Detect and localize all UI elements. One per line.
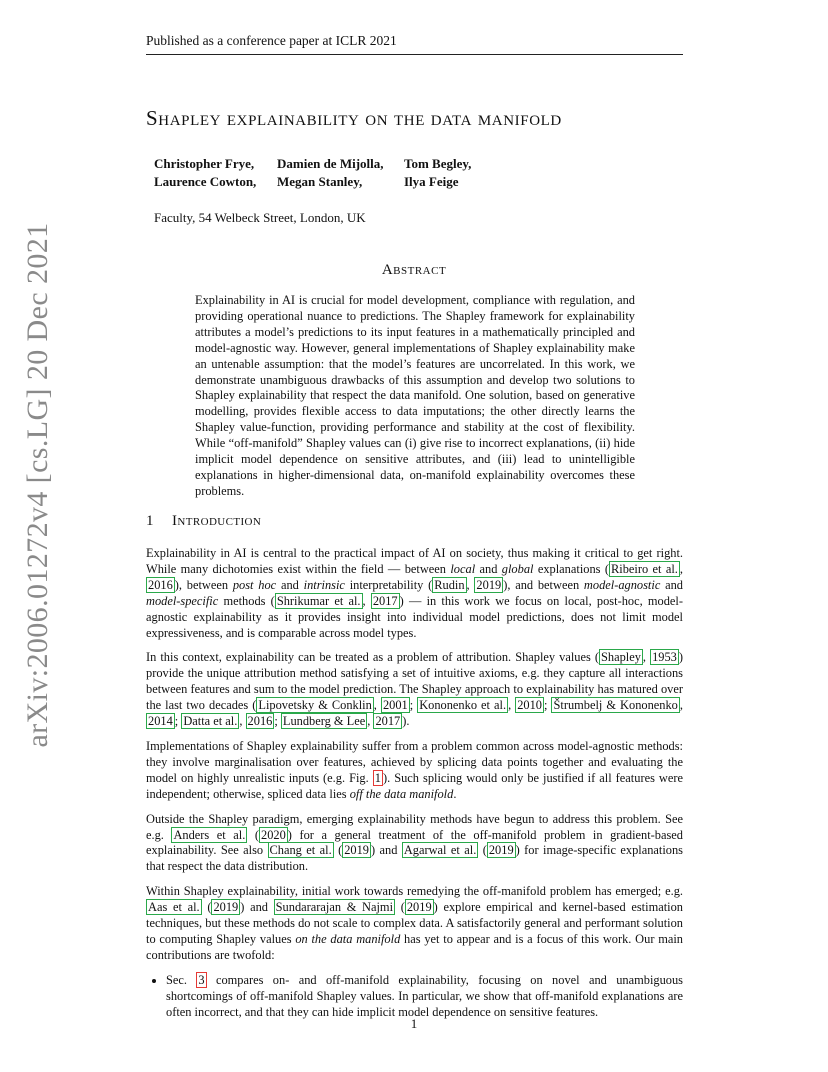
paragraph: In this context, explainability can be treated as a problem of attribution. Shapley values ( Shapley , 1953 ) provide the unique attribution method satisfying a set of intuitive axioms, e.g. they capture all interactions between features and sum to the model prediction. The Shapley approach to explainability has matured over the last two decades ( Lipovetsky & Conklin , 2001 ; Kononenko et al. , 2010 ; Štrumbelj & Kononenko , 2014 ; Datta et al. , 2016 ; Lundberg & Lee , 2017 ). <box>146 650 683 729</box>
citation-link[interactable]: Kononenko et al. <box>419 698 507 713</box>
citation-link[interactable]: Sundararajan & Najmi <box>275 900 394 915</box>
arxiv-stamp <box>20 222 56 748</box>
citation-link[interactable]: 2019 <box>476 577 502 592</box>
citation-link[interactable]: 2019 <box>213 900 239 915</box>
section-ref-link[interactable]: 3 <box>198 972 205 987</box>
page-number: 1 <box>410 1016 418 1031</box>
citation-link[interactable]: 2019 <box>344 843 369 858</box>
contribution-list <box>146 973 683 1021</box>
citation-link[interactable]: Shrikumar et al. <box>276 593 361 608</box>
citation-link[interactable]: 2016 <box>247 714 273 729</box>
citation-link[interactable]: 2017 <box>372 593 398 608</box>
section-heading <box>146 513 261 530</box>
paragraph: Explainability in AI is central to the practical impact of AI on society, thus making it critical to get right. While many dichotomies exist within the field — between local and global explanations ( Ribeiro et al. , 2016 ), between post hoc and intrinsic interpretability ( Rudin , 2019 ), and between model-agnostic and model-specific methods ( Shrikumar et al. , 2017 ) — in this work we focus on local, post-hoc, model-agnostic explainability as it provides insight into individual model predictions, does not limit model expressiveness, and is comparable across model types. <box>146 546 683 640</box>
citation-link[interactable]: 2010 <box>517 698 542 713</box>
citation-link[interactable]: 2001 <box>382 698 408 713</box>
arxiv-stamp-text: arXiv:2006.01272v4 [cs.LG] 20 Dec 2021 <box>21 222 54 748</box>
section-title: Introduction <box>172 513 262 529</box>
figure-ref-link[interactable]: 1 <box>374 770 381 785</box>
affiliation: Faculty, 54 Welbeck Street, London, UK <box>154 210 366 225</box>
citation-link[interactable]: Lipovetsky & Conklin <box>258 698 372 713</box>
author-block <box>154 155 471 191</box>
author-name: Ilya Feige <box>404 174 459 189</box>
citation-link[interactable]: Agarwal et al. <box>403 843 477 858</box>
citation-link[interactable]: Datta et al. <box>183 714 238 729</box>
running-header: Published as a conference paper at ICLR 2021 <box>146 33 683 55</box>
section-number: 1 <box>146 513 154 529</box>
author-name: Christopher Frye, <box>154 156 255 171</box>
paper-title: Shapley explainability on the data manifold <box>146 106 562 130</box>
citation-link[interactable]: Ribeiro et al. <box>610 561 678 576</box>
citation-link[interactable]: 2016 <box>148 577 173 592</box>
citation-link[interactable]: Lundberg & Lee <box>282 714 366 729</box>
author-name: Tom Begley, <box>404 156 472 171</box>
paragraph: Outside the Shapley paradigm, emerging explainability methods have begun to address this problem. See e.g. Anders et al. ( 2020 ) for a general treatment of the off-manifold problem in gradient-based explainability. See also Chang et al. ( 2019 ) and Agarwal et al. ( 2019 ) for image-specific explanations that respect the data distribution. <box>146 811 684 874</box>
citation-link[interactable]: 2019 <box>488 843 514 858</box>
citation-link[interactable]: 2020 <box>261 827 286 842</box>
paragraph: Within Shapley explainability, initial work towards remedying the off-manifold problem has emerged; e.g. Aas et al. ( 2019 ) and Sundararajan & Najmi ( 2019 ) explore empirical and kernel-based estimation techniques, but these methods do not scale to complex data. A satisfactorily general and performant solution to computing Shapley values on the data manifold has yet to appear and is a focus of this work. Our main contributions are twofold: <box>146 884 683 962</box>
citation-link[interactable]: Chang et al. <box>269 843 332 858</box>
citation-link[interactable]: 2014 <box>148 714 173 729</box>
citation-link[interactable]: 2017 <box>375 714 401 729</box>
author-name: Laurence Cowton, <box>154 174 257 189</box>
body-text <box>146 546 683 1020</box>
citation-link[interactable]: Anders et al. <box>173 827 246 842</box>
abstract-heading: Abstract <box>381 262 447 278</box>
list-item: • Sec. 3 compares on- and off-manifold explainability, focusing on novel and unambiguous shortcomings of off-manifold Shapley values. In particular, we show that off-manifold explanations are often incorrect, and that they can hide implicit model dependence on sensitive features. <box>166 973 683 1021</box>
citation-link[interactable]: Aas et al. <box>148 900 200 915</box>
abstract-text: Explainability in AI is crucial for model development, compliance with regulation, and providing operational nuance to predictions. The Shapley framework for explainability attributes a model’s predictions to its input features in a mathematically principled and model-agnostic way. However, general implementations of Shapley explainability make an untenable assumption: that the model’s features are uncorrelated. In this work, we demonstrate unambiguous drawbacks of this assumption and develop two solutions to Shapley explainability that respect the data manifold. One solution, based on generative modelling, provides flexible access to data imputations; the other directly learns the Shapley value-function, providing performance and stability at the cost of flexibility. While “off-manifold” Shapley values can (i) give rise to incorrect explanations, (ii) hide implicit model dependence on sensitive attributes, and (iii) lead to unintelligible explanations in higher-dimensional data, on-manifold explainability overcomes these problems. <box>195 293 635 498</box>
paragraph: Implementations of Shapley explainability suffer from a problem common across model-agnostic methods: they involve marginalisation over features, achieved by splicing data points together and evaluating the model on highly unrealistic inputs (e.g. Fig. 1 ). Such splicing would only be justified if all features were independent; otherwise, spliced data lies off the data manifold. <box>146 738 683 801</box>
citation-link[interactable]: Štrumbelj & Kononenko <box>553 698 678 713</box>
citation-link[interactable]: Shapley <box>601 650 641 665</box>
citation-link[interactable]: 2019 <box>406 900 432 915</box>
citation-link[interactable]: 1953 <box>652 650 677 665</box>
author-name: Damien de Mijolla, <box>277 156 384 171</box>
author-name: Megan Stanley, <box>277 174 363 189</box>
citation-link[interactable]: Rudin <box>434 577 465 592</box>
